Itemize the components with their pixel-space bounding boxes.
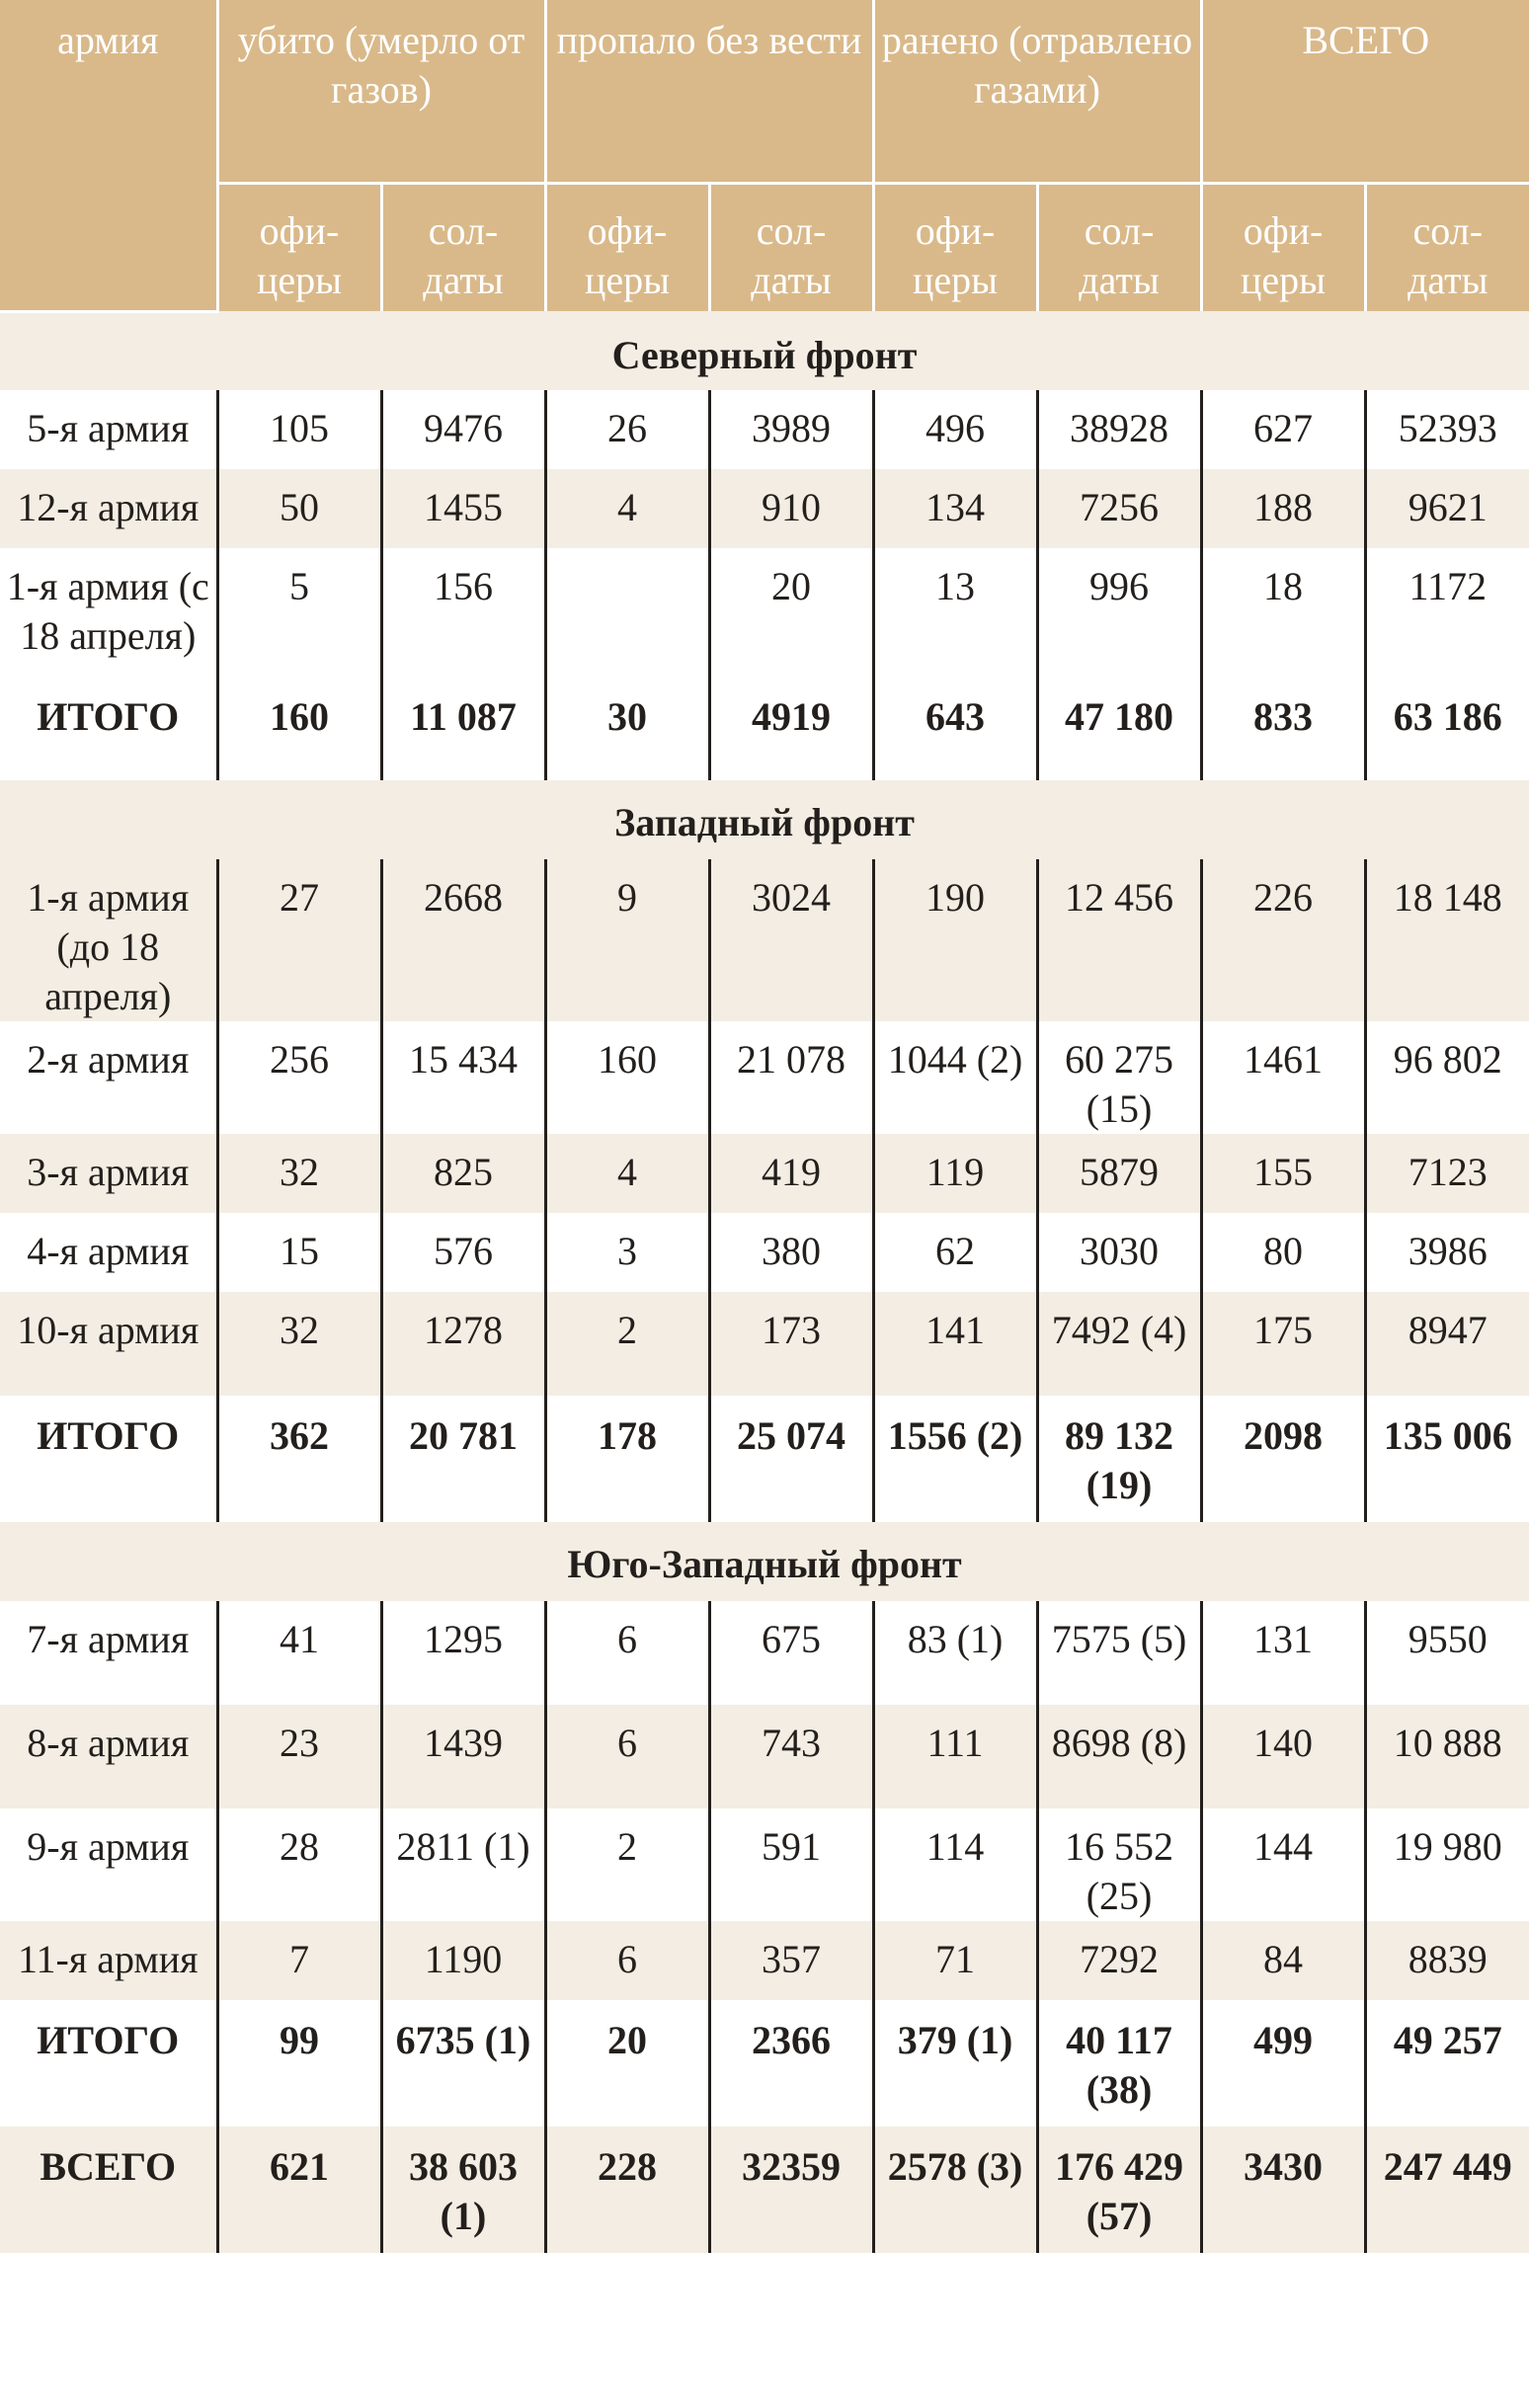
value-cell: 621 <box>217 2127 381 2253</box>
value-cell: 38928 <box>1037 390 1201 469</box>
value-cell: 7 <box>217 1921 381 2000</box>
section-row <box>0 311 1529 390</box>
value-cell: 131 <box>1201 1601 1365 1705</box>
value-cell: 8698 (8) <box>1037 1705 1201 1808</box>
army-cell: ИТОГО <box>37 2018 180 2062</box>
value-cell: 4 <box>545 469 709 548</box>
table-row <box>0 390 1529 469</box>
value-cell: 5 <box>217 548 381 677</box>
value-cell: 996 <box>1037 548 1201 677</box>
value-cell: 134 <box>873 469 1037 548</box>
army-cell: ВСЕГО <box>0 2127 217 2253</box>
grand-total-row <box>0 2127 1529 2253</box>
value-cell: 188 <box>1201 469 1365 548</box>
army-cell: 1-я армия (до 18 апреля) <box>0 859 217 1021</box>
value-cell: 7575 (5) <box>1037 1601 1201 1705</box>
value-cell: 3986 <box>1365 1213 1529 1292</box>
value-cell: 160 <box>217 677 381 780</box>
value-cell: 1295 <box>381 1601 545 1705</box>
value-cell: 141 <box>873 1292 1037 1396</box>
value-cell: 419 <box>709 1134 873 1213</box>
value-cell: 47 180 <box>1037 677 1201 780</box>
header-total: ВСЕГО <box>1201 0 1529 183</box>
value-cell: 591 <box>709 1808 873 1921</box>
value-cell: 1556 (2) <box>873 1396 1037 1522</box>
value-cell: 7292 <box>1037 1921 1201 2000</box>
total-row <box>0 677 1529 780</box>
value-cell: 40 117 (38) <box>1037 2000 1201 2127</box>
value-cell: 63 186 <box>1365 677 1529 780</box>
value-cell: 6 <box>545 1921 709 2000</box>
army-cell: ИТОГО <box>37 1413 180 1458</box>
table-row <box>0 1134 1529 1213</box>
value-cell: 50 <box>217 469 381 548</box>
value-cell: 18 148 <box>1365 859 1529 1021</box>
value-cell: 20 781 <box>381 1396 545 1522</box>
value-cell: 19 980 <box>1365 1808 1529 1921</box>
value-cell: 4919 <box>709 677 873 780</box>
value-cell: 2 <box>545 1808 709 1921</box>
army-cell: 12-я армия <box>0 469 217 548</box>
value-cell: 96 802 <box>1365 1021 1529 1134</box>
army-cell: 11-я армия <box>0 1921 217 2000</box>
value-cell: 190 <box>873 859 1037 1021</box>
value-cell: 6 <box>545 1601 709 1705</box>
value-cell: 9550 <box>1365 1601 1529 1705</box>
value-cell: 3989 <box>709 390 873 469</box>
value-cell: 160 <box>545 1021 709 1134</box>
value-cell: 144 <box>1201 1808 1365 1921</box>
value-cell: 84 <box>1201 1921 1365 2000</box>
value-cell: 8839 <box>1365 1921 1529 2000</box>
value-cell: 119 <box>873 1134 1037 1213</box>
value-cell: 379 (1) <box>873 2000 1037 2127</box>
army-cell: 5-я армия <box>27 406 190 450</box>
header-wounded: ранено (отравлено газами) <box>873 0 1201 183</box>
value-cell: 38 603 (1) <box>381 2127 545 2253</box>
value-cell: 1190 <box>381 1921 545 2000</box>
value-cell: 1461 <box>1201 1021 1365 1134</box>
table-row <box>0 1921 1529 2000</box>
value-cell: 1455 <box>381 469 545 548</box>
value-cell: 7256 <box>1037 469 1201 548</box>
value-cell: 16 552 (25) <box>1037 1808 1201 1921</box>
value-cell: 25 074 <box>709 1396 873 1522</box>
value-cell: 135 006 <box>1365 1396 1529 1522</box>
value-cell: 2811 (1) <box>381 1808 545 1921</box>
value-cell: 6 <box>545 1705 709 1808</box>
table-body <box>0 311 1529 2253</box>
value-cell: 9476 <box>381 390 545 469</box>
value-cell: 9621 <box>1365 469 1529 548</box>
table-row <box>0 1808 1529 1921</box>
value-cell: 23 <box>217 1705 381 1808</box>
value-cell: 380 <box>709 1213 873 1292</box>
value-cell: 105 <box>217 390 381 469</box>
value-cell: 15 <box>217 1213 381 1292</box>
value-cell: 499 <box>1201 2000 1365 2127</box>
value-cell: 15 434 <box>381 1021 545 1134</box>
value-cell: 18 <box>1201 548 1365 677</box>
value-cell: 910 <box>709 469 873 548</box>
value-cell: 1172 <box>1365 548 1529 677</box>
value-cell: 111 <box>873 1705 1037 1808</box>
army-cell: 2-я армия <box>27 1037 190 1082</box>
value-cell: 3024 <box>709 859 873 1021</box>
value-cell: 2578 (3) <box>873 2127 1037 2253</box>
value-cell: 256 <box>217 1021 381 1134</box>
section-title: Северный фронт <box>0 311 1529 390</box>
value-cell: 643 <box>873 677 1037 780</box>
table-row <box>0 548 1529 677</box>
header-army: армия <box>0 0 217 311</box>
table-row <box>0 1021 1529 1134</box>
value-cell: 178 <box>545 1396 709 1522</box>
value-cell: 173 <box>709 1292 873 1396</box>
table-row <box>0 469 1529 548</box>
table-row <box>0 1601 1529 1705</box>
table-row <box>0 1213 1529 1292</box>
section-row <box>0 780 1529 859</box>
header-killed: убито (умерло от газов) <box>217 0 545 183</box>
value-cell: 176 429 (57) <box>1037 2127 1201 2253</box>
value-cell: 675 <box>709 1601 873 1705</box>
value-cell: 3030 <box>1037 1213 1201 1292</box>
value-cell: 7123 <box>1365 1134 1529 1213</box>
value-cell: 11 087 <box>381 677 545 780</box>
value-cell: 8947 <box>1365 1292 1529 1396</box>
army-cell: 7-я армия <box>27 1617 190 1661</box>
value-cell: 140 <box>1201 1705 1365 1808</box>
value-cell: 1044 (2) <box>873 1021 1037 1134</box>
value-cell: 32 <box>217 1292 381 1396</box>
value-cell: 3430 <box>1201 2127 1365 2253</box>
value-cell: 21 078 <box>709 1021 873 1134</box>
table-row <box>0 859 1529 1021</box>
value-cell: 62 <box>873 1213 1037 1292</box>
value-cell: 12 456 <box>1037 859 1201 1021</box>
value-cell: 1278 <box>381 1292 545 1396</box>
table-row <box>0 1705 1529 1808</box>
army-cell: 4-я армия <box>27 1229 190 1273</box>
value-cell: 6735 (1) <box>381 2000 545 2127</box>
value-cell: 13 <box>873 548 1037 677</box>
value-cell: 825 <box>381 1134 545 1213</box>
value-cell: 99 <box>217 2000 381 2127</box>
value-cell: 71 <box>873 1921 1037 2000</box>
header-soldiers: сол- даты <box>1365 183 1529 311</box>
value-cell: 743 <box>709 1705 873 1808</box>
value-cell: 60 275 (15) <box>1037 1021 1201 1134</box>
value-cell: 10 888 <box>1365 1705 1529 1808</box>
value-cell: 576 <box>381 1213 545 1292</box>
section-title: Юго-Западный фронт <box>0 1522 1529 1601</box>
value-cell: 27 <box>217 859 381 1021</box>
value-cell: 5879 <box>1037 1134 1201 1213</box>
value-cell: 833 <box>1201 677 1365 780</box>
value-cell: 49 257 <box>1365 2000 1529 2127</box>
value-cell: 9 <box>545 859 709 1021</box>
header-officers: офи- церы <box>873 183 1037 311</box>
header-officers: офи- церы <box>545 183 709 311</box>
army-cell: 10-я армия <box>0 1292 217 1396</box>
army-cell: 1-я армия (с 18 апреля) <box>6 564 209 658</box>
value-cell: 175 <box>1201 1292 1365 1396</box>
header-missing: пропало без вести <box>545 0 873 183</box>
value-cell: 114 <box>873 1808 1037 1921</box>
value-cell: 83 (1) <box>873 1601 1037 1705</box>
value-cell: 28 <box>217 1808 381 1921</box>
value-cell: 496 <box>873 390 1037 469</box>
header-soldiers: сол- даты <box>381 183 545 311</box>
value-cell: 7492 (4) <box>1037 1292 1201 1396</box>
army-cell: ИТОГО <box>37 694 180 739</box>
value-cell: 156 <box>381 548 545 677</box>
value-cell: 2668 <box>381 859 545 1021</box>
header-soldiers: сол- даты <box>1037 183 1201 311</box>
value-cell: 2 <box>545 1292 709 1396</box>
army-cell: 9-я армия <box>27 1824 190 1869</box>
value-cell: 52393 <box>1365 390 1529 469</box>
section-row <box>0 1522 1529 1601</box>
value-cell: 32359 <box>709 2127 873 2253</box>
value-cell: 3 <box>545 1213 709 1292</box>
value-cell: 2366 <box>709 2000 873 2127</box>
value-cell: 4 <box>545 1134 709 1213</box>
value-cell: 30 <box>545 677 709 780</box>
value-cell: 32 <box>217 1134 381 1213</box>
value-cell: 627 <box>1201 390 1365 469</box>
value-cell: 89 132 (19) <box>1037 1396 1201 1522</box>
value-cell: 1439 <box>381 1705 545 1808</box>
value-cell <box>545 548 709 677</box>
value-cell: 357 <box>709 1921 873 2000</box>
total-row <box>0 2000 1529 2127</box>
value-cell: 41 <box>217 1601 381 1705</box>
value-cell: 20 <box>545 2000 709 2127</box>
header-officers: офи- церы <box>217 183 381 311</box>
value-cell: 2098 <box>1201 1396 1365 1522</box>
value-cell: 226 <box>1201 859 1365 1021</box>
army-cell: 8-я армия <box>0 1705 217 1808</box>
value-cell: 26 <box>545 390 709 469</box>
total-row <box>0 1396 1529 1522</box>
value-cell: 228 <box>545 2127 709 2253</box>
header-soldiers: сол- даты <box>709 183 873 311</box>
table-row <box>0 1292 1529 1396</box>
section-title: Западный фронт <box>0 780 1529 859</box>
value-cell: 80 <box>1201 1213 1365 1292</box>
value-cell: 362 <box>217 1396 381 1522</box>
army-cell: 3-я армия <box>0 1134 217 1213</box>
value-cell: 247 449 <box>1365 2127 1529 2253</box>
value-cell: 155 <box>1201 1134 1365 1213</box>
header-officers: офи- церы <box>1201 183 1365 311</box>
value-cell: 20 <box>709 548 873 677</box>
